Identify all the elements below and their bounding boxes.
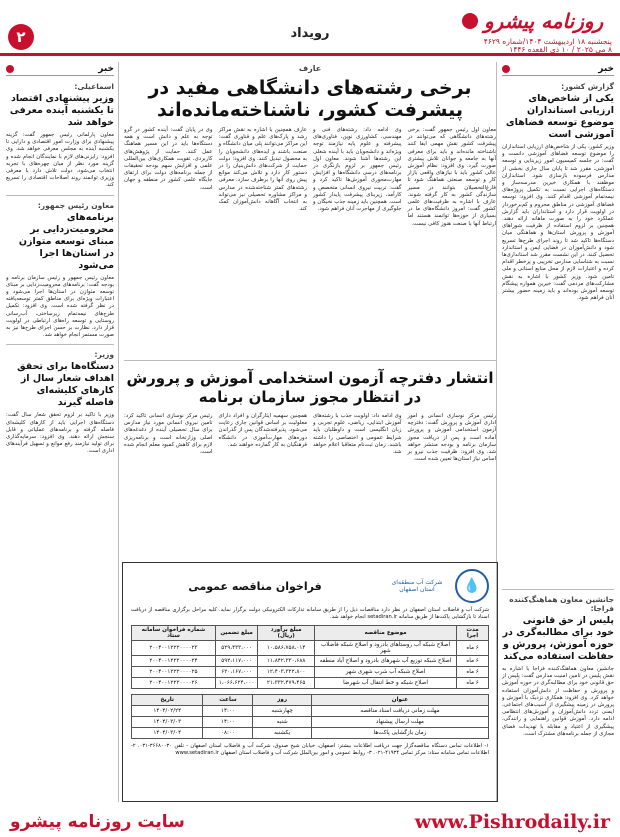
table-cell: ۲۰۰۴۰۰۱۲۲۲۰۰۰۰۲۳ [132, 641, 216, 656]
table-header-cell: روز [253, 695, 312, 706]
news-tag-label: خبر [98, 63, 114, 74]
news-tag [502, 62, 614, 76]
article-text-column: همچنین سهمیه ایثارگران و افراد دارای معلولیت بر اساس قوانین جاری رعایت می‌شود. پذیرفته‌شدگان پس از گذراندن دوره‌های مهارت‌آموزی در دانشگاه فرهنگیان به کار گمارده خواهند شد. [218, 413, 307, 448]
table-cell: ۱۴۰۴/۰۳/۰۳ [132, 717, 203, 728]
divider [6, 195, 114, 196]
page-number-badge: ۲ [8, 24, 34, 50]
page-header [0, 0, 620, 56]
news-headline[interactable]: دستگاه‌ها برای تحقق اهداف شعار سال از کارهای کلیشه‌ای فاصله گیرند [17, 361, 114, 409]
table-header-cell: مدت اجرا [457, 626, 489, 641]
article-body [124, 413, 496, 463]
news-headline[interactable]: پلیس از حق قانونی خود برای مطالبه‌گری در حوزه آموزش، پرورش و حفاظت استفاده می‌کند [502, 615, 614, 662]
dateline-persian: پنجشنبه ۱۸ اردیبهشت ۱۴۰۴/شماره ۴۶۲۹ [483, 37, 612, 46]
table-cell: ۶ ماه [457, 656, 489, 667]
red-dot-icon [502, 65, 510, 73]
table-header-cell: موضوع مناقصه [314, 626, 456, 641]
table-cell: ۲۰۰۴۰۰۱۲۲۲۰۰۰۰۲۴ [132, 656, 216, 667]
table-header-cell: مبلغ برآورد (ریال) [258, 626, 315, 641]
table-cell: ۵۹۲،۱۱۷،۰۰۰ [215, 656, 257, 667]
dateline-gregorian: ۸ می ۲۰۲۵ / ۱۰ ذی القعده ۱۴۴۶ [509, 45, 612, 54]
table-row [132, 717, 489, 728]
article-text-column: وی ادامه داد: رشته‌های فنی و مهندسی، کشاورزی نوین، فناوری‌های پیشرفته و علوم پایه نیازمند توجه ویژه‌اند و دانشجویان باید با آینده شغلی این رشته‌ها آشنا شوند. معاون اول رئیس جمهور بر لزوم بازنگری در برنامه‌های درسی دانشگاه‌ها و افزایش مهارت‌محوری آموزش‌ها تاکید کرد و گفت: تربیت نیروی انسانی متخصص و کارآمد، زیربنای پیشرفت پایدار کشور است. همچنین باید زمینه جذب نخبگان و جلوگیری از مهاجرت آنان فراهم شود. [313, 127, 402, 213]
table-cell: یکشنبه [253, 728, 312, 739]
divider [502, 589, 614, 590]
table-cell: ۱۴:۰۰ [203, 706, 253, 717]
table-row [132, 728, 489, 739]
news-headline[interactable]: وزیر پیشنهادی اقتصاد تا یکشنبه آینده معرفی خواهد شد [9, 93, 114, 128]
table-cell: ۵۲۹،۴۳۳،۰۰۰ [215, 641, 257, 656]
news-kicker: اسماعیلی: [74, 82, 114, 91]
article-kicker: عارف [298, 64, 322, 73]
news-headline[interactable]: برنامه‌های محرومیت‌زدایی بر مبنای توسعه متوازن در استان‌ها اجرا می‌شود [18, 211, 114, 271]
article-headline[interactable]: برخی رشته‌های دانشگاهی مفید در پیشرفت کشور، ناشناخته‌مانده‌اند [148, 77, 472, 121]
table-cell: شنبه [253, 717, 312, 728]
news-tag [6, 62, 114, 76]
table-row [132, 706, 489, 717]
news-kicker: معاون رئیس جمهور: [37, 200, 114, 210]
right-news-column [502, 62, 614, 802]
table-cell: ۱۱،۸۴۲،۳۳۰،۶۸۸ [258, 656, 315, 667]
left-news-column [6, 62, 114, 802]
table-cell: اصلاح شبکه توزیع آب شهرهای بادرود و اصلاح آباد منطقه [314, 656, 456, 667]
divider [6, 344, 114, 345]
article-body [124, 127, 496, 228]
table-cell: ۶۲۰،۱۶۷،۰۰۰ [215, 667, 257, 678]
article-text-column: رئیس مرکز نوسازی انسانی تاکید کرد: تامین نیروی انسانی مورد نیاز مدارس برای سال تحصیلی آینده از دغدغه‌های اصلی وزارتخانه است و برنامه‌ریزی لازم برای کاهش کمبود معلم انجام شده است. [124, 413, 213, 456]
article-text-column: وی ادامه داد: اولویت جذب با رشته‌های آموزش ابتدایی، ریاضی، علوم تجربی و زبان انگلیسی است و داوطلبان باید شرایط عمومی و اختصاصی را داشته باشند. زمان ثبت‌نام متعاقبا اعلام خواهد شد. [313, 413, 402, 456]
table-cell: ۱۴۰۴/۰۲/۲۴ [132, 706, 203, 717]
table-row [132, 656, 489, 667]
table-header-cell: عنوان [311, 695, 488, 706]
red-dot-icon [6, 65, 14, 73]
news-body: معاون پارلمانی رئیس جمهور گفت: گزینه پیشنهادی برای وزارت امور اقتصادی و دارایی تا یکشنبه آینده به مجلس معرفی خواهد شد. وی افزود: رایزنی‌های لازم با نمایندگان انجام شده و گزینه مورد نظر از میان چهره‌های با تجربه انتخاب می‌شود. دولت تلاش دارد با معرفی وزیری توانمند روند اصلاحات اقتصادی را تسریع کند. [6, 132, 114, 189]
table-cell: ۱۲،۴۰۳،۳۲۲،۸۰۰ [258, 667, 315, 678]
table-cell: ۱۰،۵۸۶،۷۵۸،۰۱۴ [258, 641, 315, 656]
table-cell: مهلت زمانی دریافت اسناد مناقصه [311, 706, 488, 717]
tender-header [131, 569, 489, 603]
site-name: سایت روزنامه پیشرو [10, 811, 185, 832]
article-text-column: عارف همچنین با اشاره به نقش مراکز رشد و پارک‌های علم و فناوری گفت: این مراکز می‌توانند پلی میان دانشگاه و صنعت باشند و ایده‌های دانشجویان را به محصول تبدیل کنند. وی افزود: دولت حمایت از شرکت‌های دانش‌بنیان را در دستور کار دارد و تلاش می‌کند موانع پیش روی آنها را برطرف سازد. معرفی رشته‌های کمتر شناخته‌شده در مدارس و مراکز مشاوره تحصیلی نیز می‌تواند به انتخاب آگاهانه دانش‌آموزان کمک کند. [218, 127, 307, 213]
table-cell: زمان بازگشایی پاکت‌ها [311, 728, 488, 739]
table-header-cell: شماره فراخوان سامانه ستاد [132, 626, 216, 641]
article-text-column: وی در پایان گفت: آینده کشور در گرو توجه به علم و دانش است و همه دستگاه‌ها باید در این مسیر هماهنگ عمل کنند. حمایت از پژوهش‌های کاربردی، تقویت همکاری‌های بین‌المللی علمی و افزایش سهم بودجه تحقیقات از جمله برنامه‌های دولت برای ارتقای جایگاه علمی کشور در منطقه و جهان است. [124, 127, 213, 191]
table-header-cell: تاریخ [132, 695, 203, 706]
column-divider [118, 62, 119, 802]
table-header-cell: ساعت [203, 695, 253, 706]
table-cell: ۶ ماه [457, 667, 489, 678]
table-row [132, 678, 489, 689]
section-rubric: رویداد [290, 26, 330, 41]
article-headline[interactable]: انتشار دفترچه آزمون استخدامی آموزش و پرورش در انتظار مجوز سازمان برنامه [126, 369, 494, 406]
table-cell: اصلاح شبکه آب روستاهای بادرود و اصلاح شبکه فاضلاب شهر [314, 641, 456, 656]
table-cell: ۲۰۰۴۰۰۱۲۲۲۰۰۰۰۲۶ [132, 678, 216, 689]
table-cell: ۱۴۰۴/۰۳/۰۴ [132, 728, 203, 739]
news-body: معاون رئیس جمهور و رئیس سازمان برنامه و بودجه گفت: برنامه‌های محرومیت‌زدایی بر مبنای توسعه متوازن در استان‌ها اجرا می‌شود و اعتبارات ویژه‌ای برای مناطق کمتر توسعه‌یافته در نظر گرفته شده است. وی افزود: تکمیل طرح‌های نیمه‌تمام زیرساختی، آب‌رسانی روستایی و توسعه راه‌های ارتباطی در اولویت قرار دارد. نظارت بر حسن اجرای طرح‌ها نیز به صورت مستمر انجام خواهد شد. [6, 274, 114, 339]
news-tag-label: خبر [598, 63, 614, 74]
table-cell: ۶ ماه [457, 641, 489, 656]
tender-title: فراخوان مناقصه عمومی [188, 579, 322, 593]
table-header-row [132, 626, 489, 641]
website-url-link[interactable]: www.Pishrodaily.ir [414, 810, 610, 833]
table-row [132, 667, 489, 678]
masthead[interactable] [462, 6, 612, 36]
newspaper-logo: روزنامه پیشرو [484, 9, 604, 33]
tender-notes: ۱- اطلاعات تماس دستگاه مناقصه‌گزار جهت دریافت اطلاعات بیشتر: اصفهان، خیابان شیخ صدوق، شرکت آب و فاضلاب استان اصفهان - تلفن ۳۶۶۸۰۰۳۰-۰۳۱. ۲- اطلاعات تماس سامانه ستاد: مرکز تماس ۴۱۹۳۴-۰۲۱. ۳- روابط عمومی و امور بین‌الملل شرکت آب و فاضلاب استان اصفهان www.setadiran.ir [131, 743, 489, 756]
news-body: وزیر با تاکید بر لزوم تحقق شعار سال گفت: دستگاه‌های اجرایی باید از کارهای کلیشه‌ای فاصله گرفته و برنامه‌های عملیاتی و قابل سنجش ارائه دهند. وی افزود: سرمایه‌گذاری برای تولید نیازمند رفع موانع و تسهیل فرآیندهای اداری است. [6, 412, 114, 455]
tender-intro: شرکت آب و فاضلاب استان اصفهان در نظر دارد مناقصات ذیل را از طریق سامانه تدارکات الکترونیکی دولت برگزار نماید. کلیه مراحل برگزاری مناقصه از دریافت اسناد تا بازگشایی پاکت‌ها از طریق سامانه setadiran.ir انجام خواهد شد. [131, 607, 489, 620]
table-cell: ۱۴:۰۰ [203, 717, 253, 728]
table-cell: اصلاح شبکه و خط انتقال آب شهرضا [314, 678, 456, 689]
table-cell: ۲۰۰۴۰۰۱۲۲۲۰۰۰۰۲۵ [132, 667, 216, 678]
table-cell: ۰۸:۰۰ [203, 728, 253, 739]
logo-mark-icon [462, 13, 478, 29]
dateline [484, 38, 612, 54]
news-kicker: وزیر: [94, 350, 114, 360]
table-cell: ۲۱،۳۳۲،۴۷۹،۴۶۵ [258, 678, 315, 689]
news-body: جانشین معاون هماهنگ‌کننده فراجا با اشاره به نقش پلیس در تامین امنیت مدارس گفت: پلیس از حق قانونی خود برای مطالبه‌گری در حوزه آموزش و پرورش و حفاظت از دانش‌آموزان استفاده خواهد کرد. وی افزود: همکاری نزدیک با آموزش و پرورش در زمینه پیشگیری از آسیب‌های اجتماعی، ایمنی تردد دانش‌آموزان و آموزش‌های انتظامی ادامه دارد. آموزش قوانین راهنمایی و رانندگی، پیشگیری از اعتیاد و مقابله با تهدیدات فضای مجازی از جمله برنامه‌های مشترک است. [502, 666, 614, 737]
water-drop-logo-icon: 💧 [455, 569, 489, 603]
page-footer [0, 806, 620, 837]
second-article [124, 360, 496, 556]
table-cell: ۱،۰۶۶،۶۲۴،۰۰۰ [215, 678, 257, 689]
table-header-row [132, 695, 489, 706]
table-header-cell: مبلغ تضمین [215, 626, 257, 641]
tender-schedule-table [131, 694, 489, 739]
table-row [132, 641, 489, 656]
news-kicker: گزارش کشور: [561, 82, 614, 91]
tender-organization: شرکت آب منطقه‌ای استان اصفهان [391, 579, 443, 593]
article-text-column: رئیس مرکز نوسازی انسانی و امور اداری آموزش و پرورش گفت: دفترچه آزمون استخدامی آموزش و پرورش آماده است و پس از دریافت مجوز سازمان برنامه و بودجه منتشر خواهد شد. وی افزود: ظرفیت جذب نیرو بر اساس نیاز استان‌ها تعیین شده است. [407, 413, 496, 463]
table-cell: مهلت ارسال پیشنهاد [311, 717, 488, 728]
news-body: وزیر کشور، یکی از شاخص‌های ارزیابی استانداران را موضوع توسعه فضاهای آموزشی دانست و گفت: در جلسه کمیسیون امور زیربنایی و توسعه آموزشی، مقرر شد تا پایان سال جاری بخشی از مدارس فرسوده بازسازی شود. استانداران موظفند با همکاری خیرین مدرسه‌ساز و دستگاه‌های اجرایی نسبت به تکمیل پروژه‌های نیمه‌تمام آموزشی اقدام کنند. وی افزود: توسعه فضاهای آموزشی در مناطق محروم و کم‌برخوردار در اولویت قرار دارد و استانداران باید گزارش عملکرد خود را به صورت ماهانه ارائه دهند. همچنین بر لزوم استفاده از ظرفیت شوراهای آموزش و پرورش استان‌ها و هماهنگی میان دستگاه‌ها تاکید شد تا روند اجرای طرح‌ها تسریع شود و دانش‌آموزان در فضایی ایمن و استاندارد تحصیل کنند. در این نشست مقرر شد استانداری‌ها نسبت به شناسایی مدارس تخریبی و پرخطر اقدام کرده و اعتبارات لازم از محل منابع استانی و ملی تامین شود. وزیر کشور با اشاره به نقش مشارکت‌های مردمی گفت: خیرین همواره پیشگام توسعه آموزش بوده‌اند و باید زمینه حضور بیشتر آنان فراهم شود. [502, 144, 614, 302]
news-headline[interactable]: یکی از شاخص‌های ارزیابی استانداران موضوع توسعه فضاهای آموزشی است [505, 93, 614, 140]
news-kicker: جانشین معاون هماهنگ‌کننده فراجا: [509, 595, 614, 613]
tender-table [131, 625, 489, 689]
table-cell: اصلاح شبکه آب شرب شهری شهر [314, 667, 456, 678]
main-article [124, 64, 496, 354]
tender-advertisement [122, 562, 498, 802]
table-cell: چهارشنبه [253, 706, 312, 717]
article-text-column: معاون اول رئیس جمهور گفت: برخی رشته‌های دانشگاهی که می‌توانند در پیشرفت کشور نقش مهمی ایفا کنند ناشناخته مانده‌اند و باید برای معرفی آنها به جامعه و جوانان تلاش بیشتری صورت گیرد. وی افزود: نظام آموزش عالی کشور باید با نیازهای واقعی بازار کار و توسعه صنعتی هماهنگ شود تا فارغ‌التحصیلان بتوانند در مسیر سازندگی کشور به کار گرفته شوند. عارف با اشاره به ظرفیت‌های علمی کشور گفت: امروز دانشگاه‌های ما در بسیاری از حوزه‌ها توانمند هستند اما ارتباط آنها با صنعت هنوز کافی نیست. [407, 127, 496, 227]
table-cell: ۶ ماه [457, 678, 489, 689]
